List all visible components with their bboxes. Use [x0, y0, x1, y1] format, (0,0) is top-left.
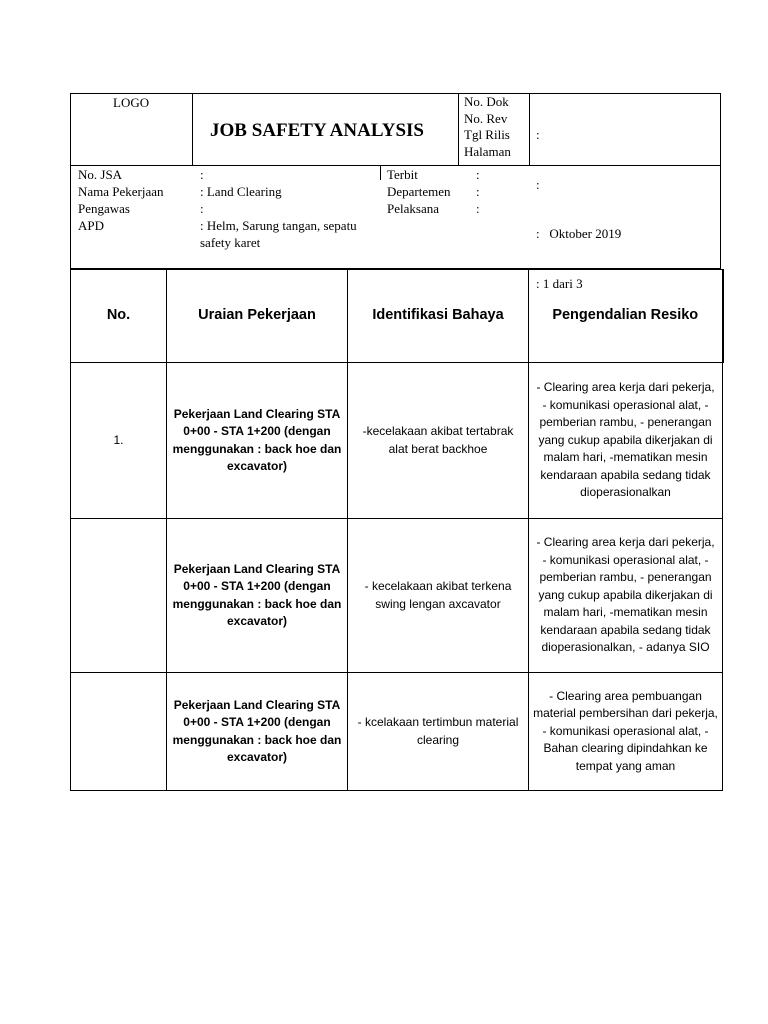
label-pengawas: Pengawas — [78, 201, 130, 216]
label-departemen: Departemen — [387, 184, 451, 199]
cell-pengendalian: - Clearing area kerja dari pekerja, - komunikasi operasional alat, - pemberian rambu, - penerangan yang cukup apabila dikerjakan di malam hari, -mematikan mesin kendaraan apabila sedang tidak dioperasionalkan — [529, 363, 723, 519]
info-divider — [380, 166, 381, 180]
info-left-labels — [78, 166, 164, 234]
meta-value-halaman: : 1 dari 3 — [536, 275, 583, 291]
cell-bahaya: - kecelakaan akibat terkena swing lengan axcavator — [348, 519, 529, 673]
info-left-values — [200, 166, 357, 251]
value-apd-cont: safety karet — [200, 235, 261, 250]
cell-pengendalian: - Clearing area kerja dari pekerja, - komunikasi operasional alat, - pemberian rambu, - penerangan yang cukup apabila dikerjakan di malam hari, -mematikan mesin kendaraan apabila sedang tidak dioperasionalkan, - adanya SIO — [529, 519, 723, 673]
cell-uraian: Pekerjaan Land Clearing STA 0+00 - STA 1+200 (dengan menggunakan : back hoe dan excavator) — [167, 519, 348, 673]
logo-placeholder: LOGO — [113, 95, 150, 110]
meta-labels — [464, 94, 511, 160]
meta-value-tgl-rilis: : Oktober 2019 — [536, 226, 622, 241]
table-row — [71, 519, 723, 673]
info-right-labels — [387, 166, 451, 217]
value-pelaksana: : — [476, 201, 480, 216]
header-no: No. — [71, 270, 167, 363]
value-apd: : Helm, Sarung tangan, sepatu — [200, 218, 357, 233]
cell-pengendalian: - Clearing area pembuangan material pembersihan dari pekerja, - komunikasi operasional alat, -Bahan clearing dipindahkan ke tempat yang aman — [529, 673, 723, 791]
meta-label-tgl-rilis: Tgl Rilis — [464, 127, 510, 142]
cell-bahaya: -kecelakaan akibat tertabrak alat berat backhoe — [348, 363, 529, 519]
meta-label-halaman: Halaman — [464, 143, 511, 159]
cell-uraian: Pekerjaan Land Clearing STA 0+00 - STA 1+200 (dengan menggunakan : back hoe dan excavator) — [167, 673, 348, 791]
header-divider — [192, 94, 193, 165]
header-divider — [529, 94, 530, 165]
value-pengawas: : — [200, 201, 204, 216]
label-no-jsa: No. JSA — [78, 167, 123, 182]
header-pengendalian-resiko: Pengendalian Resiko — [529, 270, 723, 363]
info-right-values — [476, 166, 480, 217]
jsa-table — [70, 269, 724, 791]
meta-value-no-rev: : — [536, 176, 540, 192]
table-row — [71, 673, 723, 791]
label-pelaksana: Pelaksana — [387, 201, 439, 216]
label-apd: APD — [78, 218, 105, 233]
meta-value-no-dok: : — [536, 127, 540, 142]
header-divider — [458, 94, 459, 165]
value-terbit: : — [476, 167, 480, 182]
table-header-row — [71, 270, 723, 363]
document-title: JOB SAFETY ANALYSIS — [210, 120, 425, 141]
table-row — [71, 363, 723, 519]
header-identifikasi-bahaya: Identifikasi Bahaya — [348, 270, 529, 363]
cell-no: 1. — [71, 363, 167, 519]
job-info-block — [70, 166, 721, 269]
label-nama-pekerjaan: Nama Pekerjaan — [78, 184, 164, 199]
cell-bahaya: - kcelakaan tertimbun material clearing — [348, 673, 529, 791]
header-uraian-pekerjaan: Uraian Pekerjaan — [167, 270, 348, 363]
label-terbit: Terbit — [387, 167, 418, 182]
meta-label-no-rev: No. Rev — [464, 110, 508, 126]
cell-no — [71, 519, 167, 673]
cell-no — [71, 673, 167, 791]
value-nama-pekerjaan: : Land Clearing — [200, 184, 282, 199]
meta-label-no-dok: No. Dok — [464, 94, 509, 109]
value-no-jsa: : — [200, 167, 204, 182]
cell-uraian: Pekerjaan Land Clearing STA 0+00 - STA 1+200 (dengan menggunakan : back hoe dan excavator) — [167, 363, 348, 519]
value-departemen: : — [476, 184, 480, 199]
